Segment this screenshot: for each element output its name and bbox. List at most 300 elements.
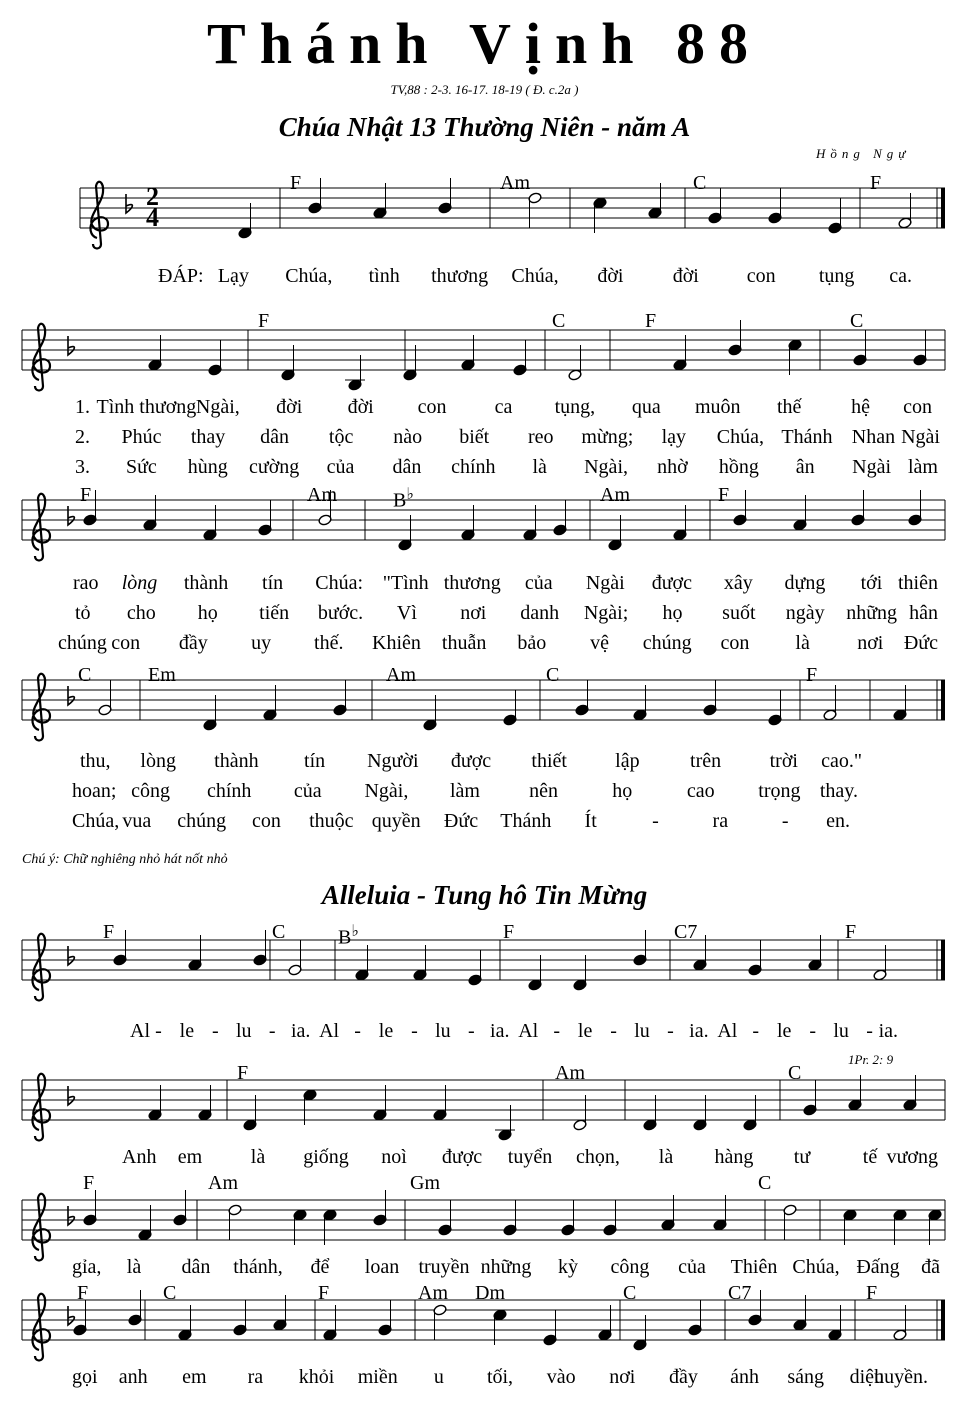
note-head [493, 1309, 507, 1321]
lyric-syllable: thiên [898, 572, 938, 594]
note-head [233, 1324, 247, 1336]
note-head [853, 354, 867, 366]
lyric-syllable: thế [776, 396, 802, 418]
lyric-syllable: tình [368, 265, 400, 287]
note-head [733, 514, 747, 526]
lyric-syllable: bước. [317, 602, 364, 624]
lyric-syllable: Tình thương [96, 396, 197, 418]
lyric-syllable: tỏ [75, 602, 91, 624]
note-head [398, 539, 412, 551]
note-head [568, 369, 582, 381]
lyric-syllable: vào [546, 1366, 576, 1388]
lyric-syllable: thế. [314, 632, 344, 654]
note-head [433, 1109, 447, 1121]
chord-symbol: C [552, 310, 566, 332]
note-head [498, 1129, 512, 1141]
note-head [688, 1324, 702, 1336]
lyric-syllable: con [746, 265, 776, 287]
note-head [893, 1329, 907, 1341]
treble-clef-icon [32, 494, 50, 561]
note-head [598, 1329, 612, 1341]
composer-name: Hồng Ngự [816, 146, 911, 161]
lyric-syllable: cường [248, 456, 300, 478]
lyric-syllable: chúng [177, 810, 227, 832]
note-head [913, 354, 927, 366]
lyric-syllable: le [577, 1020, 593, 1042]
lyric-syllable: nơi [609, 1366, 636, 1388]
lyric-syllable: tộc [328, 426, 354, 448]
lyric-syllable: con [903, 396, 932, 418]
note-head [593, 197, 607, 209]
note-head [693, 1119, 707, 1131]
lyric-syllable: bảo [517, 632, 547, 654]
lyric-syllable: - [866, 1020, 873, 1042]
chord-symbol: Am [386, 664, 416, 686]
lyric-syllable: truyền [418, 1256, 470, 1278]
note-head [843, 1209, 857, 1221]
lyric-syllable: trời [769, 750, 798, 772]
chord-symbol: Am [555, 1062, 585, 1084]
lyric-syllable: danh [520, 602, 560, 624]
note-head [828, 1329, 842, 1341]
lyric-syllable: thuộc [309, 810, 354, 832]
chord-symbol: Em [148, 664, 176, 686]
lyric-syllable: thay [190, 426, 226, 448]
note-head [143, 519, 157, 531]
lyric-syllable: vệ [590, 632, 609, 654]
psalm-reference: TV,88 : 2-3. 16-17. 18-19 ( Đ. c.2a ) [390, 82, 579, 97]
lyric-syllable: tế [862, 1146, 878, 1168]
note-head [633, 1339, 647, 1351]
lyric-syllable: để [310, 1256, 330, 1278]
lyric-syllable: ia. [490, 1020, 510, 1042]
note-head [673, 359, 687, 371]
lyric-syllable: nơi [857, 632, 884, 654]
lyric-syllable: Al [130, 1020, 150, 1042]
key-signature-flat-icon [68, 1086, 74, 1105]
note-head [823, 709, 837, 721]
lyric-syllable: thành [183, 572, 229, 594]
note-head [768, 212, 782, 224]
lyric-syllable: thay. [819, 780, 858, 802]
lyric-syllable: lạy [661, 426, 687, 448]
lyric-syllable: ngày [785, 602, 825, 624]
lyric-syllable: chúng [58, 632, 107, 654]
lyric-syllable: muôn [694, 396, 741, 418]
lyric-syllable: gỉa, [72, 1256, 102, 1278]
lyric-syllable: dân [260, 426, 290, 448]
note-head [573, 1119, 587, 1131]
lyric-syllable: con [720, 632, 750, 654]
note-head [573, 979, 587, 991]
lyric-syllable: Thánh [500, 810, 552, 832]
chord-symbol: C [850, 310, 864, 332]
lyric-syllable: Chúa: [315, 572, 364, 594]
final-barline-thick [941, 680, 945, 720]
note-head [263, 709, 277, 721]
note-head [643, 1119, 657, 1131]
chord-symbol: C7 [674, 921, 698, 943]
lyric-syllable: xây [723, 572, 753, 594]
final-barline-thick [941, 1300, 945, 1340]
chord-symbol: F [237, 1062, 249, 1084]
lyric-syllable: của [326, 456, 355, 478]
lyric-syllable: - [553, 1020, 560, 1042]
lyric-syllable: Ngài [901, 426, 940, 448]
lyric-syllable: lòng [121, 572, 158, 594]
note-head [693, 959, 707, 971]
lyric-syllable: là [532, 456, 547, 478]
lyric-syllable: thiết [531, 750, 567, 772]
key-signature-flat-icon [68, 946, 74, 965]
lyric-syllable: chọn, [576, 1146, 620, 1168]
note-head [468, 974, 482, 986]
chord-symbol: C [758, 1172, 772, 1194]
lyric-syllable: ra [247, 1366, 264, 1388]
note-head [148, 1109, 162, 1121]
note-head [333, 704, 347, 716]
note-head [828, 222, 842, 234]
lyric-syllable: kỳ [558, 1256, 578, 1278]
lyric-syllable: của [293, 780, 322, 802]
lyric-syllable: Anh [122, 1146, 157, 1168]
lyric-syllable: Al [717, 1020, 738, 1042]
lyric-syllable: hàng [714, 1146, 754, 1168]
chord-symbol: F [103, 921, 115, 943]
lyric-syllable: tín [304, 750, 326, 772]
lyric-syllable: tiến [259, 602, 290, 624]
lyric-syllable: tụng [818, 265, 855, 287]
chord-symbol: C [78, 664, 92, 686]
chord-flat-icon: ♭ [406, 486, 414, 503]
lyric-syllable: tới [860, 572, 883, 594]
lyric-syllable: những [846, 602, 898, 624]
note-head [378, 1324, 392, 1336]
note-head [575, 704, 589, 716]
note-head [803, 1104, 817, 1116]
lyric-syllable: dựng [784, 572, 826, 594]
lyric-syllable: Al [518, 1020, 539, 1042]
note-head [173, 1214, 187, 1226]
note-head [355, 969, 369, 981]
note-head [748, 1314, 762, 1326]
lyric-syllable: ra [712, 810, 729, 832]
chord-symbol: C7 [728, 1282, 752, 1304]
lyric-syllable: lòng [140, 750, 176, 772]
note-head [178, 1329, 192, 1341]
chord-symbol: Am [500, 172, 530, 194]
lyric-syllable: - [268, 1020, 276, 1042]
lyric-syllable: của [524, 572, 553, 594]
lyric-syllable: nào [393, 426, 423, 448]
treble-clef-icon [32, 1294, 50, 1361]
lyric-syllable: "Tình [382, 572, 429, 594]
note-head [208, 364, 222, 376]
chord-symbol: F [866, 1282, 878, 1304]
lyric-syllable: được [651, 572, 692, 594]
lyric-syllable: cho [126, 602, 156, 624]
lyric-syllable: reo [527, 426, 554, 448]
note-head [661, 1219, 675, 1231]
lyric-syllable: Phúc [121, 426, 162, 448]
note-head [281, 369, 295, 381]
lyric-syllable: Người [367, 750, 419, 772]
treble-clef-icon [32, 1074, 50, 1141]
note-head [633, 954, 647, 966]
lyric-syllable: họ [662, 602, 683, 624]
lyric-syllable: tuyển [507, 1146, 553, 1168]
note-head [633, 709, 647, 721]
lyric-syllable: - [610, 1020, 617, 1042]
lyric-syllable: ia. [878, 1020, 898, 1042]
lyric-syllable: gọi [72, 1366, 98, 1388]
lyric-syllable: ĐÁP: [158, 265, 204, 287]
lyric-syllable: con [111, 632, 141, 654]
lyric-syllable: hoan; [72, 780, 117, 802]
note-head [503, 714, 517, 726]
lyric-syllable: đầy [668, 1366, 698, 1388]
lyric-syllable: thương [443, 572, 501, 594]
lyric-syllable: những [480, 1256, 532, 1278]
lyric-syllable: chính [451, 456, 496, 478]
note-head [708, 212, 722, 224]
lyric-syllable: là [658, 1146, 674, 1168]
lyric-syllable: le [378, 1020, 394, 1042]
lyric-syllable: công [131, 780, 171, 802]
note-head [413, 969, 427, 981]
lyric-syllable: dân [392, 456, 422, 478]
lyric-syllable: 1. [75, 396, 90, 418]
lyric-syllable: Nhan [851, 426, 896, 448]
lyric-syllable: Ngài [585, 572, 625, 594]
key-signature-flat-icon [68, 1206, 74, 1225]
note-head [673, 529, 687, 541]
note-head [138, 1229, 152, 1241]
lyric-syllable: hùng [187, 456, 228, 478]
lyric-syllable: - [411, 1020, 418, 1042]
chord-symbol: C [788, 1062, 802, 1084]
lyric-syllable: lu [235, 1020, 252, 1042]
note-head [873, 969, 887, 981]
lyric-syllable: vương [886, 1146, 938, 1168]
treble-clef-icon [32, 324, 50, 391]
lyric-syllable: Khiên [372, 632, 421, 654]
lyric-syllable: trên [690, 750, 722, 772]
lyric-syllable: noì [381, 1146, 407, 1168]
lyric-syllable: đời [597, 265, 624, 287]
lyric-syllable: ca [494, 396, 513, 418]
lyric-syllable: quyền [371, 810, 421, 832]
lyric-syllable: Đức [903, 632, 938, 654]
key-signature-flat-icon [68, 686, 74, 705]
note-head [258, 524, 272, 536]
lyric-syllable: - [667, 1020, 674, 1042]
lyric-syllable: dân [181, 1256, 211, 1278]
lyric-syllable: 2. [75, 426, 90, 448]
chord-symbol: Am [307, 484, 337, 506]
note-head [768, 714, 782, 726]
chord-symbol: C [546, 664, 560, 686]
lyric-syllable: chính [206, 780, 252, 802]
note-head [528, 192, 542, 204]
lyric-syllable: họ [197, 602, 218, 624]
note-head [898, 217, 912, 229]
lyric-syllable: le [179, 1020, 195, 1042]
note-head [188, 959, 202, 971]
lyric-syllable: qua [631, 396, 661, 418]
lyric-syllable: cao." [821, 750, 862, 772]
lyric-syllable: em [182, 1366, 207, 1388]
lyric-syllable: Ngài, [584, 456, 629, 478]
lyric-syllable: đời [672, 265, 699, 287]
note-head [203, 529, 217, 541]
lyric-syllable: em [177, 1146, 203, 1168]
note-head [543, 1334, 557, 1346]
chord-symbol: F [290, 172, 302, 194]
note-head [323, 1209, 337, 1221]
lyric-syllable: ca. [889, 265, 912, 287]
lyric-syllable: tụng, [554, 396, 596, 418]
lyric-syllable: nơi [460, 602, 487, 624]
lyric-syllable: họ [612, 780, 633, 802]
note-head [553, 524, 567, 536]
lyric-syllable: làm [908, 456, 938, 478]
lyric-syllable: Lạy [217, 265, 249, 287]
treble-clef-icon [90, 182, 108, 249]
chord-symbol: C [623, 1282, 637, 1304]
lyric-syllable: ánh [730, 1366, 760, 1388]
lyric-syllable: được [450, 750, 492, 772]
lyric-syllable: công [610, 1256, 650, 1278]
note-head [113, 954, 127, 966]
lyric-syllable: lu [634, 1020, 650, 1042]
note-head [403, 369, 417, 381]
note-head [73, 1324, 87, 1336]
note-head [808, 959, 822, 971]
note-head [318, 514, 332, 526]
note-head [203, 719, 217, 731]
lyric-syllable: đã [921, 1256, 940, 1278]
lyric-syllable: hồng [718, 456, 759, 478]
note-head [373, 1109, 387, 1121]
note-head [748, 964, 762, 976]
lyric-syllable: en. [826, 810, 850, 832]
note-head [433, 1304, 447, 1316]
note-head [273, 1319, 287, 1331]
lyric-syllable: khỏi [298, 1366, 335, 1388]
final-barline-thick [941, 188, 945, 228]
note-head [253, 954, 267, 966]
lyric-syllable: lập [615, 750, 640, 772]
lyric-syllable: của [678, 1256, 706, 1278]
note-head [503, 1224, 517, 1236]
treble-clef-icon [32, 934, 50, 1001]
lyric-syllable: Thiên [730, 1256, 778, 1278]
lyric-syllable: Vì [396, 602, 417, 624]
lyric-syllable: thánh, [233, 1256, 283, 1278]
lyric-syllable: vua [122, 810, 152, 832]
page-title: Thánh Vịnh 88 [207, 11, 762, 76]
lyric-syllable: lu [833, 1020, 849, 1042]
lyric-syllable: thu, [80, 750, 111, 772]
note-head [98, 704, 112, 716]
chord-symbol: F [503, 921, 515, 943]
lyric-syllable: giống [303, 1146, 349, 1168]
chord-symbol: F [80, 484, 92, 506]
chord-symbol: Am [418, 1282, 448, 1304]
lyric-syllable: huyền. [874, 1366, 928, 1388]
note-head [528, 979, 542, 991]
note-head [83, 514, 97, 526]
chord-symbol: C [163, 1282, 177, 1304]
chord-symbol: F [806, 664, 818, 686]
note-head [348, 379, 362, 391]
note-head [908, 514, 922, 526]
lyric-syllable: - [211, 1020, 219, 1042]
lyric-syllable: Sức [125, 456, 157, 478]
lyric-syllable: đời [276, 396, 303, 418]
note-head [308, 202, 322, 214]
note-head [851, 514, 865, 526]
chord-symbol: F [845, 921, 857, 943]
note-head [288, 964, 302, 976]
lyric-syllable: thuẫn [441, 632, 487, 654]
lyric-syllable: Ngài [852, 456, 892, 478]
lyric-syllable: con [252, 810, 281, 832]
chord-symbol: F [645, 310, 657, 332]
note-head [128, 1314, 142, 1326]
note-head [793, 1319, 807, 1331]
note-head [461, 529, 475, 541]
lyric-syllable: tư [793, 1146, 811, 1168]
chord-symbol: F [83, 1172, 95, 1194]
lyric-syllable: tối, [486, 1366, 514, 1388]
lyric-syllable: - [354, 1020, 361, 1042]
chord-symbol: Am [208, 1172, 238, 1194]
time-signature-bottom: 4 [146, 203, 159, 232]
lyric-syllable: Chúa, [511, 265, 559, 287]
lyric-syllable: - [752, 1020, 760, 1042]
lyric-syllable: suốt [722, 602, 756, 624]
note-head [848, 1099, 862, 1111]
lyric-syllable: rao [73, 572, 99, 594]
note-head [603, 1224, 617, 1236]
lyric-syllable: Al [319, 1020, 340, 1042]
lyric-syllable: Ít [584, 810, 597, 832]
note-head [561, 1224, 575, 1236]
lyric-syllable: mừng; [581, 426, 634, 448]
lyric-syllable: - [155, 1020, 162, 1042]
final-barline-thick [941, 940, 945, 980]
lyric-syllable: uy [251, 632, 272, 654]
lyric-syllable: trọng [758, 780, 801, 802]
lyric-syllable: là [250, 1146, 266, 1168]
key-signature-flat-icon [126, 194, 132, 213]
note-head [893, 709, 907, 721]
lyric-syllable: chúng [642, 632, 692, 654]
note-head [423, 719, 437, 731]
lyric-syllable: thành [214, 750, 259, 772]
lyric-syllable: làm [450, 780, 480, 802]
note-head [928, 1209, 942, 1221]
note-head [438, 1224, 452, 1236]
note-head [228, 1204, 242, 1216]
lyric-syllable: u [433, 1366, 444, 1388]
chord-symbol: B♭ [338, 923, 359, 949]
lyric-syllable: Chúa, [285, 265, 333, 287]
lyric-syllable: Ngài; [583, 602, 629, 624]
lyric-syllable: ia. [689, 1020, 709, 1042]
